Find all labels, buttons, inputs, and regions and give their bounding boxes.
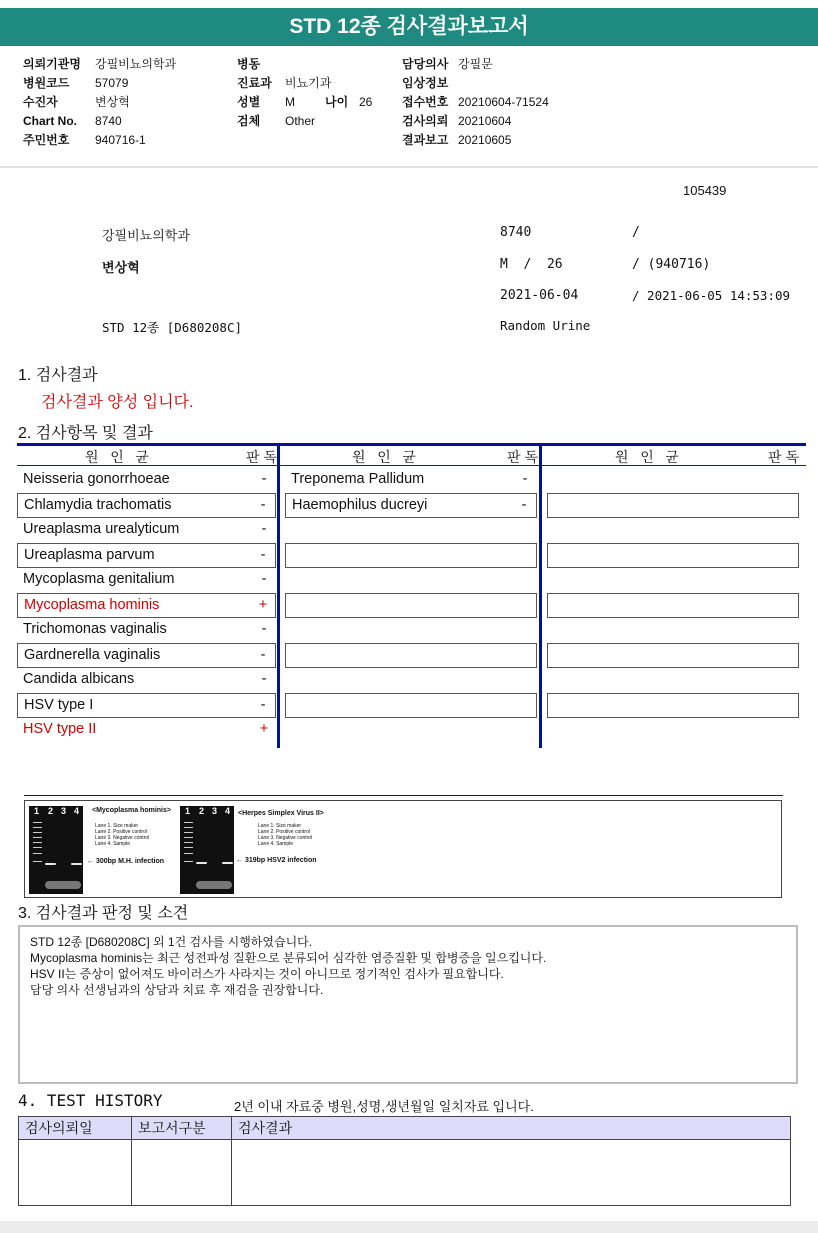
pathogen-result: - — [261, 571, 267, 587]
result-row — [17, 668, 276, 693]
band-sample — [222, 862, 233, 864]
history-table — [18, 1116, 791, 1206]
info-value: 강필비뇨의학과 — [95, 57, 177, 71]
empty-row — [285, 543, 537, 568]
pathogen-name: Trichomonas vaginalis — [23, 621, 167, 637]
result-row-positive — [17, 718, 276, 743]
history-col-report-type: 보고서구분 — [132, 1117, 232, 1139]
history-cell — [232, 1140, 790, 1205]
result-row — [17, 618, 276, 643]
pathogen-name: HSV type II — [23, 721, 97, 737]
slash: / — [632, 225, 640, 240]
pathogen-result: + — [258, 597, 268, 613]
gel-top-rule — [24, 795, 783, 796]
result-row-positive — [17, 593, 276, 618]
result-row — [17, 518, 276, 543]
dept-value: 비뇨기과 — [285, 76, 332, 90]
report-title: STD 12종 검사결과보고서 — [0, 8, 818, 46]
pathogen-result: - — [260, 647, 266, 663]
sample-number: 105439 — [683, 183, 727, 198]
finding-line: HSV II는 증상이 없어져도 바이러스가 사라지는 것이 아니므로 정기적인 검사가 필요합니다. — [30, 967, 504, 981]
history-cell — [132, 1140, 232, 1205]
sex-label: 성별 — [237, 95, 261, 109]
section-title-1: 1. 검사결과 — [18, 367, 98, 384]
pathogen-result: - — [261, 621, 267, 637]
header-pathogen: 원 인 균 — [615, 449, 679, 465]
column-divider — [277, 444, 280, 748]
history-col-request-date: 검사의뢰일 — [19, 1117, 132, 1139]
pathogen-name: Mycoplasma hominis — [24, 597, 160, 613]
info-label: 담당의사 — [402, 57, 449, 71]
header-pathogen: 원 인 균 — [85, 449, 149, 465]
info-label: 접수번호 — [402, 95, 449, 109]
pathogen-name: Haemophilus ducreyi — [292, 497, 428, 513]
info-label: 병원코드 — [23, 76, 70, 90]
info-mid — [237, 55, 372, 131]
findings-box — [18, 925, 798, 1084]
pathogen-name: Candida albicans — [23, 671, 135, 687]
gel-image-hsv2 — [180, 806, 234, 894]
specimen-label: 검체 — [237, 114, 261, 128]
history-cell — [19, 1140, 132, 1205]
table-header-3 — [615, 447, 799, 467]
finding-line: STD 12종 [D680208C] 외 1건 검사를 시행하였습니다. — [30, 935, 313, 949]
info-label: 수진자 — [23, 95, 58, 109]
pathogen-name: Mycoplasma genitalium — [23, 571, 175, 587]
test-code: STD 12종 [D680208C] — [102, 320, 243, 335]
chart-number: 8740 — [500, 225, 532, 240]
pathogen-result: + — [259, 721, 269, 737]
pathogen-result: - — [260, 547, 266, 563]
pathogen-result: - — [260, 697, 266, 713]
age-value: 26 — [359, 95, 373, 109]
band-sample — [71, 863, 82, 865]
pathogen-result: - — [260, 497, 266, 513]
info-value: 변상혁 — [95, 95, 130, 109]
band-positive-control — [45, 863, 56, 865]
history-body — [19, 1140, 790, 1205]
dept-label: 진료과 — [237, 76, 272, 90]
finding-line: Mycoplasma hominis는 최근 성전파성 질환으로 분류되어 심각한 염증질환 및 합병증을 일으킵니다. — [30, 951, 547, 965]
info-value: 20210604-71524 — [458, 95, 549, 109]
column-divider — [539, 444, 542, 748]
empty-row — [285, 593, 537, 618]
pathogen-name: Chlamydia trachomatis — [24, 497, 172, 513]
pathogen-name: Ureaplasma parvum — [24, 547, 155, 563]
empty-row — [285, 643, 537, 668]
info-value: 940716-1 — [95, 133, 146, 147]
gel-arrow-1: ← 300bp M.H. infection — [87, 858, 165, 865]
sex-value: M — [285, 95, 295, 109]
header-pathogen: 원 인 균 — [352, 449, 416, 465]
birth-date: / (940716) — [632, 257, 711, 272]
sex-age: M / 26 — [500, 257, 563, 272]
patient-name: 변상혁 — [102, 260, 140, 275]
result-row — [17, 693, 276, 718]
gel-panel — [24, 800, 782, 898]
section-title-3: 3. 검사결과 판정 및 소견 — [18, 905, 189, 922]
empty-row — [547, 643, 799, 668]
info-label: 주민번호 — [23, 133, 70, 147]
gel-title-1: <Mycoplasma hominis> — [92, 807, 171, 814]
header-judgement: 판 독 — [246, 449, 277, 465]
pathogen-name: Ureaplasma urealyticum — [23, 521, 180, 537]
info-value: 8740 — [95, 114, 122, 128]
empty-row — [285, 693, 537, 718]
finding-line: 담당 의사 선생님과의 상담과 치료 후 재검을 권장합니다. — [30, 983, 324, 997]
result-row — [17, 493, 276, 518]
lane-number: 1 — [34, 806, 40, 816]
lane-number: 3 — [61, 806, 67, 816]
result-row — [17, 543, 276, 568]
age-label: 나이 — [325, 95, 349, 109]
info-label: 검사의뢰 — [402, 114, 449, 128]
pathogen-name: Gardnerella vaginalis — [24, 647, 161, 663]
result-message: 검사결과 양성 입니다. — [41, 394, 194, 411]
table-header-rule — [17, 465, 806, 466]
result-row — [17, 568, 276, 593]
table-header-1 — [85, 447, 277, 467]
hospital-name: 강필비뇨의학과 — [102, 228, 190, 243]
gel-legend-1: Lane 1. Size maker Lane 2. Positive control Lane 3. Negative control Lane 4. Sample — [95, 823, 150, 847]
info-value: 강필문 — [458, 57, 493, 71]
result-row — [17, 468, 276, 493]
pathogen-name: Treponema Pallidum — [291, 471, 425, 487]
result-row — [285, 493, 537, 518]
sample-type: Random Urine — [500, 318, 591, 333]
gel-title-2: <Herpes Simplex Virus II> — [238, 810, 324, 817]
history-note: 2년 이내 자료중 병원,성명,생년월일 일치자료 입니다. — [234, 1099, 534, 1114]
report-datetime: / 2021-06-05 14:53:09 — [632, 288, 791, 303]
lane-number: 3 — [212, 806, 218, 816]
lane-number: 4 — [74, 806, 80, 816]
info-label: 임상정보 — [402, 76, 449, 90]
gel-image-mycoplasma — [29, 806, 83, 894]
info-left — [23, 55, 176, 150]
gel-arrow-2: ← 319bp HSV2 infection — [236, 857, 317, 864]
ward-label: 병동 — [237, 57, 261, 71]
header-divider — [0, 166, 818, 168]
result-row — [285, 468, 537, 493]
empty-row — [547, 593, 799, 618]
footer-bar — [0, 1221, 818, 1233]
section-title-4: 4. TEST HISTORY — [18, 1091, 163, 1110]
request-date: 2021-06-04 — [500, 288, 579, 303]
empty-row — [547, 693, 799, 718]
table-top-rule — [17, 443, 806, 446]
result-row — [17, 643, 276, 668]
info-label: 결과보고 — [402, 133, 449, 147]
lane-number: 1 — [185, 806, 191, 816]
lane-number: 2 — [48, 806, 54, 816]
info-label: Chart No. — [23, 114, 77, 128]
history-header-row — [19, 1117, 790, 1140]
info-value: 57079 — [95, 76, 129, 90]
pathogen-name: HSV type I — [24, 697, 94, 713]
header-judgement: 판 독 — [768, 449, 799, 465]
empty-row — [547, 493, 799, 518]
pathogen-result: - — [261, 471, 267, 487]
band-positive-control — [196, 862, 207, 864]
pathogen-result: - — [261, 521, 267, 537]
pathogen-result: - — [522, 471, 528, 487]
header-judgement: 판 독 — [507, 449, 538, 465]
history-col-result: 검사결과 — [238, 1120, 293, 1136]
table-header-2 — [352, 447, 538, 467]
section-title-2: 2. 검사항목 및 결과 — [18, 425, 153, 442]
pathogen-result: - — [521, 497, 527, 513]
gel-legend-2: Lane 1. Size maker Lane 2. Positive control Lane 3. Negative control Lane 4. Sample — [258, 823, 313, 847]
info-value: 20210605 — [458, 133, 512, 147]
info-value: 20210604 — [458, 114, 512, 128]
info-right — [402, 55, 549, 150]
lane-number: 4 — [225, 806, 231, 816]
specimen-value: Other — [285, 114, 316, 128]
pathogen-name: Neisseria gonorrhoeae — [23, 471, 170, 487]
pathogen-result: - — [261, 671, 267, 687]
empty-row — [547, 543, 799, 568]
lane-number: 2 — [199, 806, 205, 816]
info-label: 의뢰기관명 — [23, 57, 81, 71]
